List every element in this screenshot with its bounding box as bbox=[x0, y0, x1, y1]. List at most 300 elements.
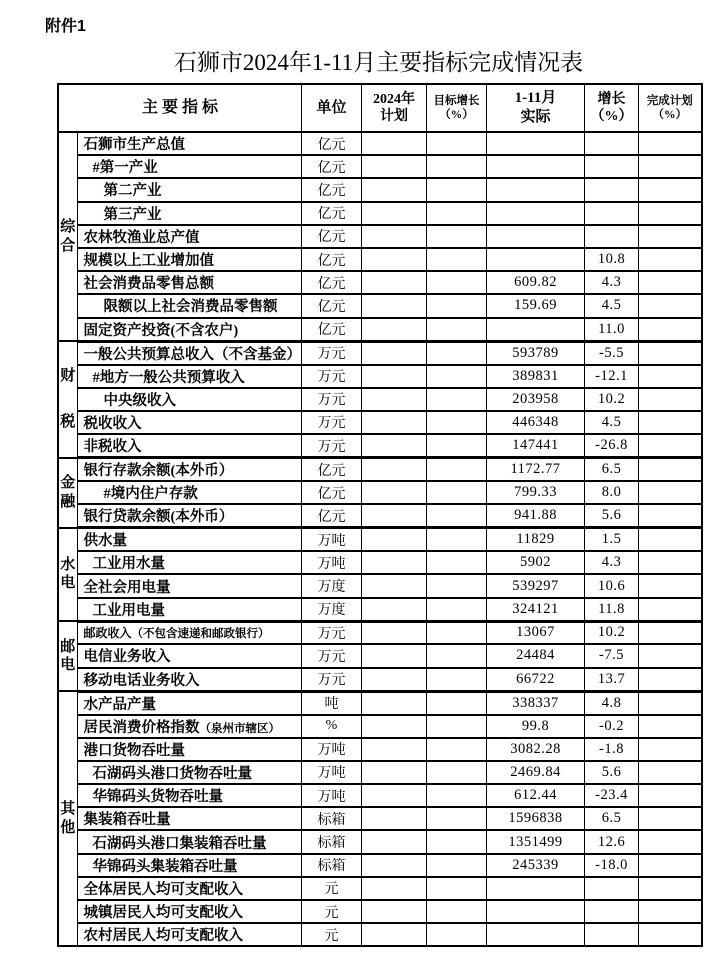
growth-cell: 12.6 bbox=[585, 830, 639, 853]
table-row bbox=[58, 481, 702, 504]
indicator-cell: 银行存款余额(本外币） bbox=[77, 458, 302, 482]
target-growth-cell bbox=[427, 923, 487, 946]
plan-cell bbox=[362, 458, 427, 482]
target-growth-cell bbox=[427, 271, 487, 294]
growth-cell: 6.5 bbox=[585, 807, 639, 830]
group-label-cell bbox=[58, 528, 77, 621]
target-growth-cell bbox=[427, 155, 487, 178]
plan-cell bbox=[362, 528, 427, 552]
actual-cell bbox=[487, 318, 585, 342]
indicator-note: （不包含速递和邮政银行） bbox=[131, 628, 270, 641]
table-row bbox=[58, 248, 702, 271]
actual-cell: 593789 bbox=[487, 341, 585, 365]
table-row bbox=[58, 271, 702, 294]
header-actual bbox=[487, 84, 585, 132]
growth-cell bbox=[585, 877, 639, 900]
indicator-cell: 移动电话业务收入 bbox=[77, 668, 302, 692]
indicator-cell: 限额以上社会消费品零售额 bbox=[77, 294, 302, 317]
group-label-char: 金 bbox=[60, 475, 76, 492]
indicator-cell: 非税收入 bbox=[77, 434, 302, 458]
actual-cell bbox=[487, 225, 585, 248]
table-row bbox=[58, 644, 702, 667]
growth-cell: 4.3 bbox=[585, 271, 639, 294]
growth-cell bbox=[585, 132, 639, 155]
table-row bbox=[58, 784, 702, 807]
plan-cell bbox=[362, 225, 427, 248]
target-growth-cell bbox=[427, 854, 487, 877]
target-growth-cell bbox=[427, 598, 487, 622]
plan-cell bbox=[362, 621, 427, 644]
header-row bbox=[58, 84, 702, 132]
unit-cell: 标箱 bbox=[302, 807, 362, 830]
table-row bbox=[58, 598, 702, 622]
table-row bbox=[58, 877, 702, 900]
target-growth-cell bbox=[427, 411, 487, 434]
target-growth-cell bbox=[427, 574, 487, 597]
group-label-char: 税 bbox=[60, 414, 76, 431]
group-label-char: 邮 bbox=[60, 638, 76, 655]
unit-cell: 亿元 bbox=[302, 504, 362, 528]
header-actual-line2: 实际 bbox=[520, 109, 551, 125]
actual-cell: 1596838 bbox=[487, 807, 585, 830]
target-growth-cell bbox=[427, 434, 487, 458]
actual-cell: 1351499 bbox=[487, 830, 585, 853]
unit-cell: 万元 bbox=[302, 388, 362, 411]
actual-cell bbox=[487, 155, 585, 178]
completion-cell bbox=[639, 155, 702, 178]
target-growth-cell bbox=[427, 481, 487, 504]
plan-cell bbox=[362, 248, 427, 271]
completion-cell bbox=[639, 271, 702, 294]
growth-cell bbox=[585, 178, 639, 201]
indicator-cell: #境内住户存款 bbox=[77, 481, 302, 504]
actual-cell bbox=[487, 923, 585, 946]
plan-cell bbox=[362, 365, 427, 388]
completion-cell bbox=[639, 574, 702, 597]
table-row bbox=[58, 388, 702, 411]
actual-cell bbox=[487, 877, 585, 900]
actual-cell: 159.69 bbox=[487, 294, 585, 317]
plan-cell bbox=[362, 551, 427, 574]
header-growth bbox=[585, 84, 639, 132]
indicator-cell: 中央级收入 bbox=[77, 388, 302, 411]
unit-cell: 万元 bbox=[302, 434, 362, 458]
actual-cell bbox=[487, 202, 585, 225]
indicator-cell: 工业用电量 bbox=[77, 598, 302, 622]
growth-cell: 10.2 bbox=[585, 388, 639, 411]
completion-cell bbox=[639, 900, 702, 923]
unit-cell: % bbox=[302, 715, 362, 738]
table-row bbox=[58, 365, 702, 388]
indicator-cell: 水产品产量 bbox=[77, 691, 302, 715]
plan-cell bbox=[362, 318, 427, 342]
plan-cell bbox=[362, 715, 427, 738]
plan-cell bbox=[362, 178, 427, 201]
growth-cell: -5.5 bbox=[585, 341, 639, 365]
plan-cell bbox=[362, 691, 427, 715]
completion-cell bbox=[639, 528, 702, 552]
actual-cell bbox=[487, 248, 585, 271]
table-row bbox=[58, 202, 702, 225]
unit-cell: 元 bbox=[302, 923, 362, 946]
table-row bbox=[58, 738, 702, 761]
indicator-cell: 一般公共预算总收入（不含基金） bbox=[77, 341, 302, 365]
header-completion bbox=[639, 84, 702, 132]
plan-cell bbox=[362, 598, 427, 622]
unit-cell: 元 bbox=[302, 900, 362, 923]
indicator-cell: 社会消费品零售总额 bbox=[77, 271, 302, 294]
completion-cell bbox=[639, 923, 702, 946]
completion-cell bbox=[639, 132, 702, 155]
unit-cell: 亿元 bbox=[302, 318, 362, 342]
unit-cell: 亿元 bbox=[302, 271, 362, 294]
growth-cell: 5.6 bbox=[585, 504, 639, 528]
completion-cell bbox=[639, 318, 702, 342]
indicator-cell: 电信业务收入 bbox=[77, 644, 302, 667]
unit-cell: 吨 bbox=[302, 691, 362, 715]
completion-cell bbox=[639, 458, 702, 482]
actual-cell: 1172.77 bbox=[487, 458, 585, 482]
target-growth-cell bbox=[427, 248, 487, 271]
table-row bbox=[58, 761, 702, 784]
indicator-cell: 港口货物吞吐量 bbox=[77, 738, 302, 761]
completion-cell bbox=[639, 761, 702, 784]
target-growth-cell bbox=[427, 225, 487, 248]
table-row bbox=[58, 574, 702, 597]
completion-cell bbox=[639, 225, 702, 248]
plan-cell bbox=[362, 271, 427, 294]
growth-cell bbox=[585, 202, 639, 225]
indicator-cell: 第二产业 bbox=[77, 178, 302, 201]
table-row bbox=[58, 668, 702, 692]
page-title: 石狮市2024年1-11月主要指标完成情况表 bbox=[173, 50, 584, 75]
table-row bbox=[58, 807, 702, 830]
indicator-cell: 工业用水量 bbox=[77, 551, 302, 574]
indicator-cell: 石狮市生产总值 bbox=[77, 132, 302, 155]
actual-cell: 66722 bbox=[487, 668, 585, 692]
plan-cell bbox=[362, 341, 427, 365]
target-growth-cell bbox=[427, 621, 487, 644]
indicator-cell: 华锦码头货物吞吐量 bbox=[77, 784, 302, 807]
growth-cell: 10.2 bbox=[585, 621, 639, 644]
growth-cell: -7.5 bbox=[585, 644, 639, 667]
completion-cell bbox=[639, 551, 702, 574]
growth-cell: 4.5 bbox=[585, 411, 639, 434]
actual-cell: 324121 bbox=[487, 598, 585, 622]
table-row bbox=[58, 528, 702, 552]
indicator-cell: 石湖码头港口货物吞吐量 bbox=[77, 761, 302, 784]
table-row bbox=[58, 341, 702, 365]
group-label-char: 电 bbox=[60, 657, 76, 674]
growth-cell bbox=[585, 225, 639, 248]
growth-cell: 13.7 bbox=[585, 668, 639, 692]
completion-cell bbox=[639, 411, 702, 434]
unit-cell: 万吨 bbox=[302, 551, 362, 574]
unit-cell: 亿元 bbox=[302, 155, 362, 178]
target-growth-cell bbox=[427, 341, 487, 365]
unit-cell: 万吨 bbox=[302, 784, 362, 807]
actual-cell: 11829 bbox=[487, 528, 585, 552]
completion-cell bbox=[639, 504, 702, 528]
plan-cell bbox=[362, 738, 427, 761]
actual-cell: 612.44 bbox=[487, 784, 585, 807]
plan-cell bbox=[362, 877, 427, 900]
plan-cell bbox=[362, 504, 427, 528]
completion-cell bbox=[639, 388, 702, 411]
target-growth-cell bbox=[427, 668, 487, 692]
target-growth-cell bbox=[427, 318, 487, 342]
completion-cell bbox=[639, 807, 702, 830]
group-label-cell bbox=[58, 341, 77, 458]
unit-cell: 亿元 bbox=[302, 202, 362, 225]
header-target-line2: （%） bbox=[439, 109, 474, 121]
table-row bbox=[58, 225, 702, 248]
target-growth-cell bbox=[427, 365, 487, 388]
actual-cell: 13067 bbox=[487, 621, 585, 644]
growth-cell bbox=[585, 155, 639, 178]
growth-cell: 10.8 bbox=[585, 248, 639, 271]
unit-cell: 万吨 bbox=[302, 738, 362, 761]
indicator-cell: 农村居民人均可支配收入 bbox=[77, 923, 302, 946]
header-target-line1: 目标增长 bbox=[433, 94, 480, 107]
target-growth-cell bbox=[427, 691, 487, 715]
actual-cell: 5902 bbox=[487, 551, 585, 574]
plan-cell bbox=[362, 481, 427, 504]
target-growth-cell bbox=[427, 807, 487, 830]
unit-cell: 万吨 bbox=[302, 528, 362, 552]
actual-cell: 799.33 bbox=[487, 481, 585, 504]
completion-cell bbox=[639, 691, 702, 715]
plan-cell bbox=[362, 388, 427, 411]
table-body bbox=[58, 132, 702, 946]
table-row bbox=[58, 621, 702, 644]
indicator-cell: 集装箱吞吐量 bbox=[77, 807, 302, 830]
growth-cell: -1.8 bbox=[585, 738, 639, 761]
actual-cell: 446348 bbox=[487, 411, 585, 434]
group-label-cell bbox=[58, 621, 77, 691]
growth-cell: -12.1 bbox=[585, 365, 639, 388]
header-unit bbox=[302, 84, 362, 132]
growth-cell bbox=[585, 923, 639, 946]
group-label-char: 电 bbox=[60, 575, 76, 592]
indicator-cell: 华锦码头集装箱吞吐量 bbox=[77, 854, 302, 877]
completion-cell bbox=[639, 202, 702, 225]
indicator-cell: 供水量 bbox=[77, 528, 302, 552]
target-growth-cell bbox=[427, 761, 487, 784]
actual-cell: 389831 bbox=[487, 365, 585, 388]
header-target-growth bbox=[427, 84, 487, 132]
indicator-cell: 农林牧渔业总产值 bbox=[77, 225, 302, 248]
target-growth-cell bbox=[427, 877, 487, 900]
group-label-cell bbox=[58, 691, 77, 946]
table-row bbox=[58, 900, 702, 923]
indicator-cell: 第三产业 bbox=[77, 202, 302, 225]
unit-cell: 万度 bbox=[302, 598, 362, 622]
unit-cell: 万元 bbox=[302, 668, 362, 692]
header-indicator-label: 主 要 指 标 bbox=[141, 99, 218, 116]
target-growth-cell bbox=[427, 458, 487, 482]
group-label-char: 合 bbox=[60, 237, 76, 254]
actual-cell: 539297 bbox=[487, 574, 585, 597]
actual-cell: 941.88 bbox=[487, 504, 585, 528]
growth-cell: 6.5 bbox=[585, 458, 639, 482]
plan-cell bbox=[362, 830, 427, 853]
unit-cell: 亿元 bbox=[302, 132, 362, 155]
table-row bbox=[58, 551, 702, 574]
group-label-char: 他 bbox=[60, 819, 76, 836]
indicator-cell: #地方一般公共预算收入 bbox=[77, 365, 302, 388]
header-unit-label: 单位 bbox=[316, 99, 347, 116]
indicator-note: （泉州市辖区） bbox=[199, 722, 280, 735]
indicator-cell: 银行贷款余额(本外币） bbox=[77, 504, 302, 528]
actual-cell: 338337 bbox=[487, 691, 585, 715]
growth-cell: 1.5 bbox=[585, 528, 639, 552]
unit-cell: 万元 bbox=[302, 644, 362, 667]
actual-cell bbox=[487, 900, 585, 923]
actual-cell: 147441 bbox=[487, 434, 585, 458]
table-row bbox=[58, 155, 702, 178]
growth-cell bbox=[585, 900, 639, 923]
completion-cell bbox=[639, 738, 702, 761]
growth-cell: -0.2 bbox=[585, 715, 639, 738]
actual-cell: 203958 bbox=[487, 388, 585, 411]
indicators-table bbox=[57, 83, 703, 947]
completion-cell bbox=[639, 365, 702, 388]
unit-cell: 万元 bbox=[302, 621, 362, 644]
target-growth-cell bbox=[427, 504, 487, 528]
table-row bbox=[58, 132, 702, 155]
unit-cell: 元 bbox=[302, 877, 362, 900]
group-label-cell bbox=[58, 132, 77, 341]
header-growth-line2: （%） bbox=[590, 109, 633, 124]
table-row bbox=[58, 318, 702, 342]
unit-cell: 标箱 bbox=[302, 854, 362, 877]
unit-cell: 亿元 bbox=[302, 294, 362, 317]
actual-cell: 2469.84 bbox=[487, 761, 585, 784]
target-growth-cell bbox=[427, 830, 487, 853]
completion-cell bbox=[639, 784, 702, 807]
unit-cell: 亿元 bbox=[302, 481, 362, 504]
table-row bbox=[58, 923, 702, 946]
plan-cell bbox=[362, 923, 427, 946]
table-row bbox=[58, 294, 702, 317]
plan-cell bbox=[362, 900, 427, 923]
header-plan-line2: 计划 bbox=[380, 109, 408, 124]
indicator-cell: 邮政收入（不包含速递和邮政银行） bbox=[77, 621, 302, 644]
plan-cell bbox=[362, 644, 427, 667]
indicator-cell: 税收收入 bbox=[77, 411, 302, 434]
indicator-cell: 固定资产投资(不含农户) bbox=[77, 318, 302, 342]
table-row bbox=[58, 504, 702, 528]
table-row bbox=[58, 854, 702, 877]
completion-cell bbox=[639, 621, 702, 644]
indicator-cell: 全社会用电量 bbox=[77, 574, 302, 597]
growth-cell: 8.0 bbox=[585, 481, 639, 504]
completion-cell bbox=[639, 294, 702, 317]
header-indicator bbox=[58, 84, 302, 132]
header-plan bbox=[362, 84, 427, 132]
growth-cell: 11.0 bbox=[585, 318, 639, 342]
actual-cell bbox=[487, 178, 585, 201]
group-label-char: 财 bbox=[60, 367, 76, 384]
target-growth-cell bbox=[427, 784, 487, 807]
completion-cell bbox=[639, 877, 702, 900]
growth-cell: 10.6 bbox=[585, 574, 639, 597]
unit-cell: 万度 bbox=[302, 574, 362, 597]
group-label-cell bbox=[58, 458, 77, 528]
table-row bbox=[58, 458, 702, 482]
unit-cell: 万元 bbox=[302, 341, 362, 365]
header-completion-line2: （%） bbox=[652, 109, 687, 121]
target-growth-cell bbox=[427, 178, 487, 201]
table-row bbox=[58, 411, 702, 434]
actual-cell: 245339 bbox=[487, 854, 585, 877]
completion-cell bbox=[639, 481, 702, 504]
table-row bbox=[58, 691, 702, 715]
indicator-cell: 全体居民人均可支配收入 bbox=[77, 877, 302, 900]
header-growth-line1: 增长 bbox=[597, 91, 626, 107]
group-label-char: 综 bbox=[60, 219, 76, 235]
actual-cell bbox=[487, 132, 585, 155]
completion-cell bbox=[639, 434, 702, 458]
unit-cell: 亿元 bbox=[302, 178, 362, 201]
unit-cell: 万吨 bbox=[302, 761, 362, 784]
completion-cell bbox=[639, 830, 702, 853]
plan-cell bbox=[362, 434, 427, 458]
completion-cell bbox=[639, 341, 702, 365]
indicator-cell: 城镇居民人均可支配收入 bbox=[77, 900, 302, 923]
plan-cell bbox=[362, 807, 427, 830]
plan-cell bbox=[362, 668, 427, 692]
group-label-char: 其 bbox=[60, 801, 76, 818]
target-growth-cell bbox=[427, 388, 487, 411]
growth-cell: 4.3 bbox=[585, 551, 639, 574]
indicator-cell: 规模以上工业增加值 bbox=[77, 248, 302, 271]
growth-cell: 11.8 bbox=[585, 598, 639, 622]
actual-cell: 99.8 bbox=[487, 715, 585, 738]
unit-cell: 万元 bbox=[302, 411, 362, 434]
plan-cell bbox=[362, 202, 427, 225]
plan-cell bbox=[362, 155, 427, 178]
target-growth-cell bbox=[427, 551, 487, 574]
target-growth-cell bbox=[427, 900, 487, 923]
target-growth-cell bbox=[427, 715, 487, 738]
indicator-cell: 居民消费价格指数（泉州市辖区） bbox=[77, 715, 302, 738]
plan-cell bbox=[362, 854, 427, 877]
completion-cell bbox=[639, 715, 702, 738]
actual-cell: 24484 bbox=[487, 644, 585, 667]
unit-cell: 亿元 bbox=[302, 225, 362, 248]
header-completion-line1: 完成计划 bbox=[646, 94, 693, 107]
header-actual-line1: 1-11月 bbox=[514, 90, 557, 107]
plan-cell bbox=[362, 574, 427, 597]
attachment-label: 附件1 bbox=[45, 18, 86, 35]
growth-cell: -26.8 bbox=[585, 434, 639, 458]
completion-cell bbox=[639, 178, 702, 201]
unit-cell: 亿元 bbox=[302, 248, 362, 271]
completion-cell bbox=[639, 854, 702, 877]
target-growth-cell bbox=[427, 528, 487, 552]
plan-cell bbox=[362, 411, 427, 434]
group-label-char: 水 bbox=[60, 556, 76, 573]
target-growth-cell bbox=[427, 738, 487, 761]
completion-cell bbox=[639, 248, 702, 271]
growth-cell: -18.0 bbox=[585, 854, 639, 877]
growth-cell: 5.6 bbox=[585, 761, 639, 784]
growth-cell: 4.5 bbox=[585, 294, 639, 317]
plan-cell bbox=[362, 784, 427, 807]
indicator-cell: #第一产业 bbox=[77, 155, 302, 178]
